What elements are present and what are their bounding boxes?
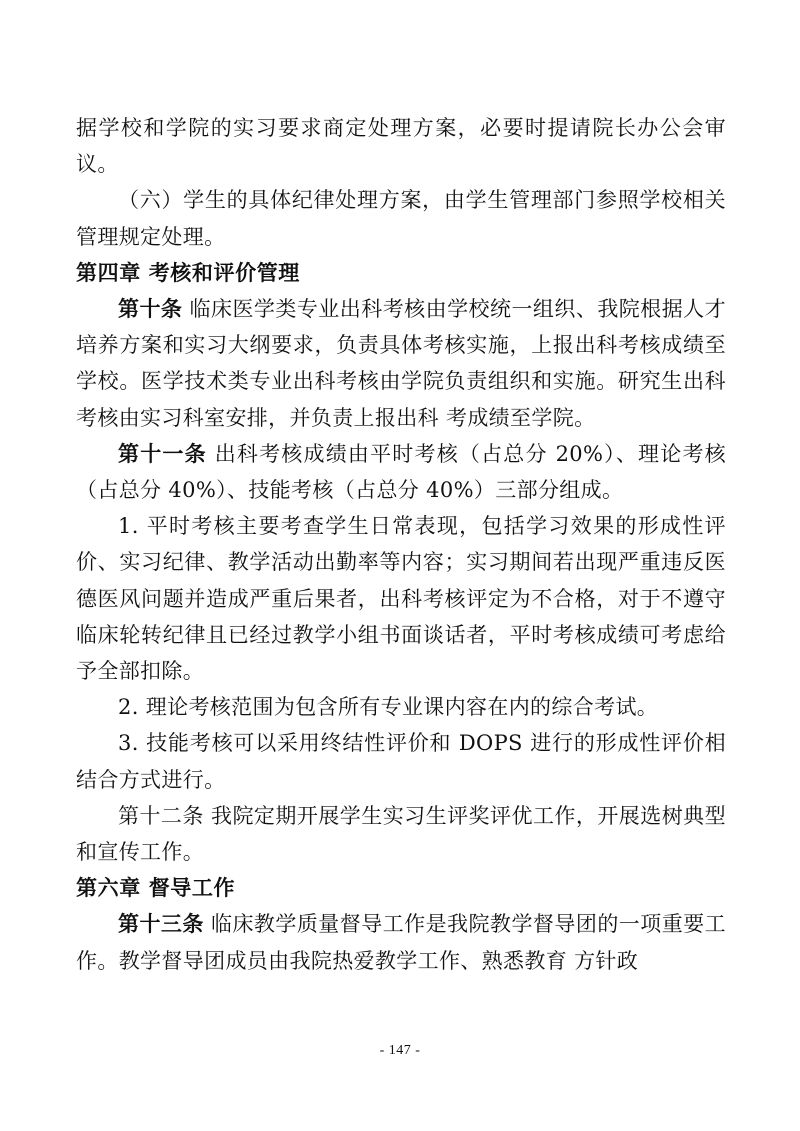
paragraph-continuation: 据学校和学院的实习要求商定处理方案，必要时提请院长办公会审议。 [76, 116, 726, 177]
paragraph-discipline-six: （六）学生的具体纪律处理方案，由学生管理部门参照学校相关管理规定处理。 [76, 188, 726, 249]
article-11-label: 第十一条 [118, 441, 207, 466]
chapter-6-heading: 第六章 督导工作 [76, 876, 236, 901]
list-item-1: 1. 平时考核主要考查学生日常表现，包括学习效果的形成性评价、实习纪律、教学活动出勤率等内容；实习期间若出现严重违反医德医风问题并造成严重后果者，出科考核评定为不合格，对于不遵守临床轮转纪律且已经过教学小组书面谈话者，平时考核成绩可考虑给予全部扣除。 [76, 514, 726, 684]
article-11 [76, 436, 726, 508]
article-10 [76, 291, 726, 436]
page-number: - 147 - [379, 1043, 421, 1058]
article-11-text: 出科考核成绩由平时考核（占总分 20%）、理论考核（占总分 40%）、技能考核（占总分 40%）三部分组成。 [76, 441, 727, 503]
article-10-text: 临床医学类专业出科考核由学校统一组织、我院根据人才培养方案和实习大纲要求，负责具体考核实施，上报出科考核成绩至学校。医学技术类专业出科考核由学院负责组织和实施。研究生出科考核由实习科室安排，并负责上报出科 考成绩至学院。 [76, 297, 726, 430]
article-12: 第十二条 我院定期开展学生实习生评奖评优工作，开展选树典型和宣传工作。 [76, 803, 726, 865]
list-item-2: 2. 理论考核范围为包含所有专业课内容在内的综合考试。 [118, 695, 659, 720]
article-13-text: 临床教学质量督导工作是我院教学督导团的一项重要工作。教学督导团成员由我院热爱教学工作、熟悉教育 方针政 [76, 912, 726, 973]
chapter-4-heading: 第四章 考核和评价管理 [76, 260, 300, 285]
article-10-label: 第十条 [118, 297, 183, 322]
document-body [76, 110, 726, 979]
article-13 [76, 906, 726, 978]
list-item-3: 3. 技能考核可以采用终结性评价和 DOPS 进行的形成性评价相结合方式进行。 [76, 731, 726, 792]
article-13-label: 第十三条 [118, 912, 204, 937]
